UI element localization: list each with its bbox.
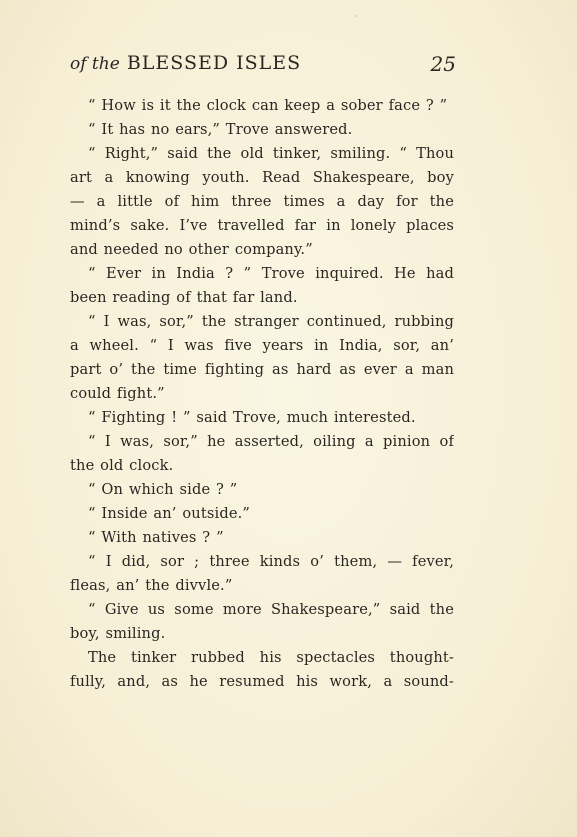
body-text [70, 94, 454, 694]
running-head [70, 52, 301, 74]
paper-speck [355, 15, 357, 17]
text-line: a wheel. “ I was five years in India, sor, an’ [70, 337, 454, 354]
text-line: “ Inside an’ outside.” [88, 505, 250, 522]
text-line: fully, and, as he resumed his work, a sound- [70, 673, 454, 690]
text-line: “ I was, sor,” the stranger continued, rubbing [88, 313, 454, 330]
text-line: the old clock. [70, 457, 174, 474]
text-line: part o’ the time fighting as hard as ever a man [70, 361, 454, 378]
text-line: “ Ever in India ? ” Trove inquired. He had [88, 265, 454, 282]
text-line: “ I did, sor ; three kinds o’ them, — fever, [88, 553, 454, 570]
text-line: “ Give us some more Shakespeare,” said the [88, 601, 454, 618]
text-line: “ On which side ? ” [88, 481, 238, 498]
text-line: boy, smiling. [70, 625, 166, 642]
text-line: “ Fighting ! ” said Trove, much interested. [88, 409, 416, 426]
text-line: been reading of that far land. [70, 289, 298, 306]
text-line: mind’s sake. I’ve travelled far in lonely places [70, 217, 454, 234]
text-line: “ I was, sor,” he asserted, oiling a pinion of [88, 433, 454, 450]
text-line: “ It has no ears,” Trove answered. [88, 121, 353, 138]
text-line: fleas, an’ the divvle.” [70, 577, 233, 594]
text-line: could fight.” [70, 385, 165, 402]
running-head-title: BLESSED ISLES [126, 52, 302, 74]
page-header [70, 52, 456, 78]
text-line: The tinker rubbed his spectacles thought- [88, 649, 454, 666]
text-line: “ Right,” said the old tinker, smiling. “ Thou [88, 145, 454, 162]
running-head-italic: of the [70, 54, 120, 74]
text-line: and needed no other company.” [70, 241, 313, 258]
page-number: 25 [430, 52, 456, 76]
text-line: — a little of him three times a day for the [70, 193, 454, 210]
text-line: “ With natives ? ” [88, 529, 224, 546]
text-line: art a knowing youth. Read Shakespeare, boy [70, 169, 454, 186]
text-line: “ How is it the clock can keep a sober face ? ” [88, 97, 448, 114]
